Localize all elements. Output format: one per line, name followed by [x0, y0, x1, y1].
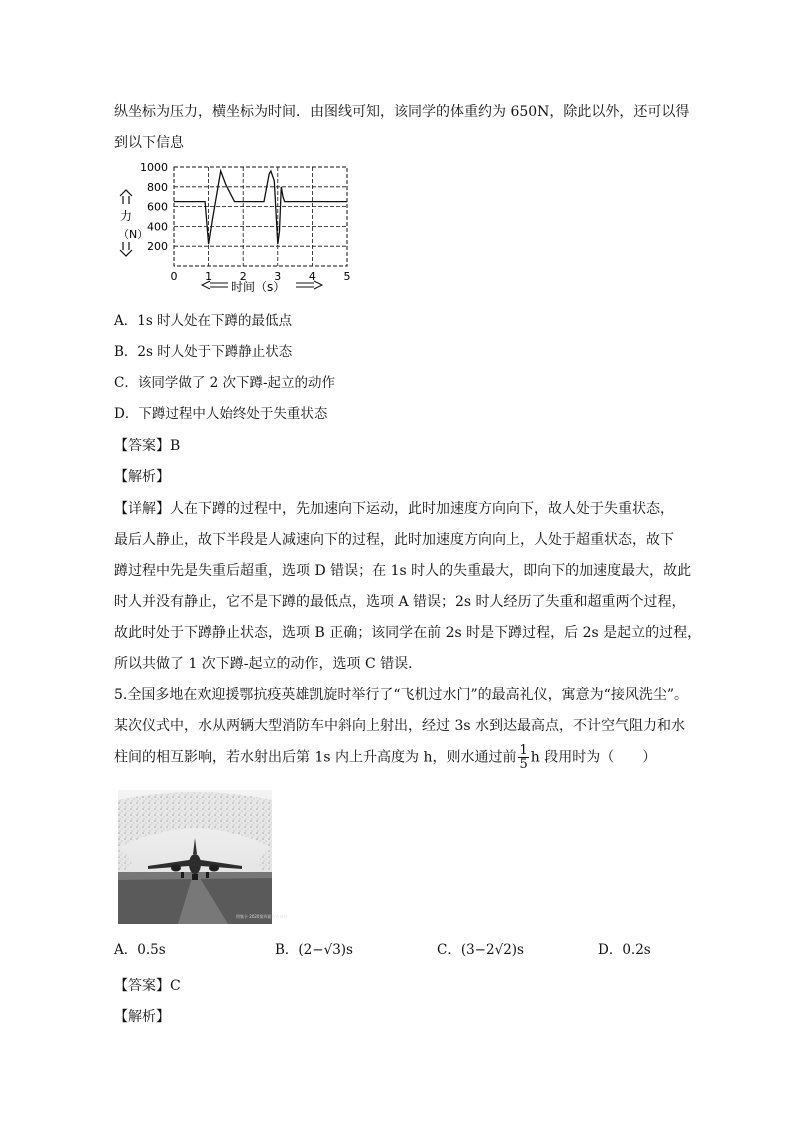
- q4-detail-line-3: 蹲过程中先是失重后超重，选项 D 错误；在 1s 时人的失重最大，即向下的加速度最大，故此: [114, 563, 692, 579]
- y-tick-label: 600: [147, 200, 168, 214]
- q4-option-a: A．1s 时人处在下蹲的最低点: [114, 313, 293, 329]
- q4-answer: [114, 436, 180, 456]
- answer-label: 【答案】: [114, 978, 170, 994]
- y-tick-label: 400: [147, 220, 168, 234]
- q4-option-b: B．2s 时人处于下蹲静止状态: [114, 344, 293, 360]
- q4-detail-line-1: [114, 499, 674, 519]
- q4-detail-line-5: 故此时处于下蹲静止状态，选项 B 正确；该同学在前 2s 时是下蹲过程，后 2s 是起立的过程，: [114, 625, 702, 641]
- fraction-one-fifth: $\frac{1}{5}$: [519, 743, 528, 772]
- y-axis-label-group: [118, 190, 148, 256]
- x-axis-label-group: [202, 279, 322, 294]
- x-tick-label: 1: [205, 270, 213, 283]
- photo-caption: 图集卡 2020第四届官方网站: [236, 914, 288, 919]
- intro-line-1: 纵坐标为压力，横坐标为时间．由图线可知，该同学的体重约为 650N，除此以外，还可以得: [114, 104, 690, 120]
- force-series-line: [174, 171, 347, 244]
- q5-line-3: [114, 744, 656, 771]
- x-tick-label: 2: [239, 270, 247, 283]
- q5-line-1: 5.全国多地在欢迎援鄂抗疫英雄凯旋时举行了“飞机过水门”的最高礼仪，寓意为“接风洗尘”。: [114, 687, 688, 703]
- x-tick-label: 5: [343, 270, 351, 283]
- q5-line-2: 某次仪式中，水从两辆大型消防车中斜向上射出，经过 3s 水到达最高点，不计空气阻力和水: [114, 718, 685, 734]
- y-tick-label: 1000: [140, 161, 168, 174]
- down-arrow-icon: [120, 242, 132, 256]
- x-axis-label: 时间（s）: [231, 280, 286, 294]
- answer-value: B: [170, 438, 181, 454]
- airplane-water-arch-photo: [118, 790, 288, 924]
- q5-line-3-pre: 柱间的相互影响，若水射出后第 1s 内上升高度为 h，则水通过前: [114, 749, 517, 766]
- x-tick-label: 3: [274, 270, 282, 283]
- y-tick-label: 200: [147, 240, 168, 254]
- q4-option-d: D．下蹲过程中人始终处于失重状态: [114, 406, 328, 422]
- q5-option-a: A．0.5s: [114, 942, 166, 958]
- chart-grid: [174, 167, 347, 266]
- q4-analysis-label: 【解析】: [114, 469, 170, 485]
- q4-detail-line-2: 最后人静止，故下半段是人减速向下的过程，此时加速度方向向上，人处于超重状态，故下: [114, 532, 674, 548]
- y-axis-label-char-1: 力: [120, 209, 133, 223]
- detail-text: 人在下蹲的过程中，先加速向下运动，此时加速度方向向下，故人处于失重状态，: [170, 501, 674, 517]
- q5-option-c: C．(3−2√2)s: [437, 942, 524, 958]
- q4-detail-line-4: 时人并没有静止，它不是下蹲的最低点，选项 A 错误；2s 时人经历了失重和超重两个过程，: [114, 594, 686, 610]
- answer-label: 【答案】: [114, 438, 170, 454]
- q5-option-d: D．0.2s: [598, 942, 651, 958]
- q5-line-3-post: h 段用时为（ ）: [530, 749, 657, 766]
- q4-detail-line-6: 所以共做了 1 次下蹲-起立的动作，选项 C 错误．: [114, 656, 423, 672]
- up-arrow-icon: [120, 190, 132, 204]
- x-tick-label: 4: [308, 270, 316, 283]
- force-time-chart: [110, 160, 360, 300]
- q4-option-c: C．该同学做了 2 次下蹲-起立的动作: [114, 375, 336, 391]
- q5-option-b: B．(2−√3)s: [275, 942, 353, 958]
- y-tick-label: 800: [147, 180, 168, 194]
- chart-frame: [174, 167, 347, 266]
- q5-answer: [114, 976, 181, 996]
- answer-value: C: [170, 978, 181, 994]
- detail-label: 【详解】: [114, 501, 170, 517]
- intro-line-2: 到以下信息: [114, 135, 184, 151]
- x-tick-label: 0: [170, 270, 178, 283]
- y-axis-label-char-2: （N）: [118, 228, 149, 241]
- q5-analysis-label: 【解析】: [114, 1009, 170, 1025]
